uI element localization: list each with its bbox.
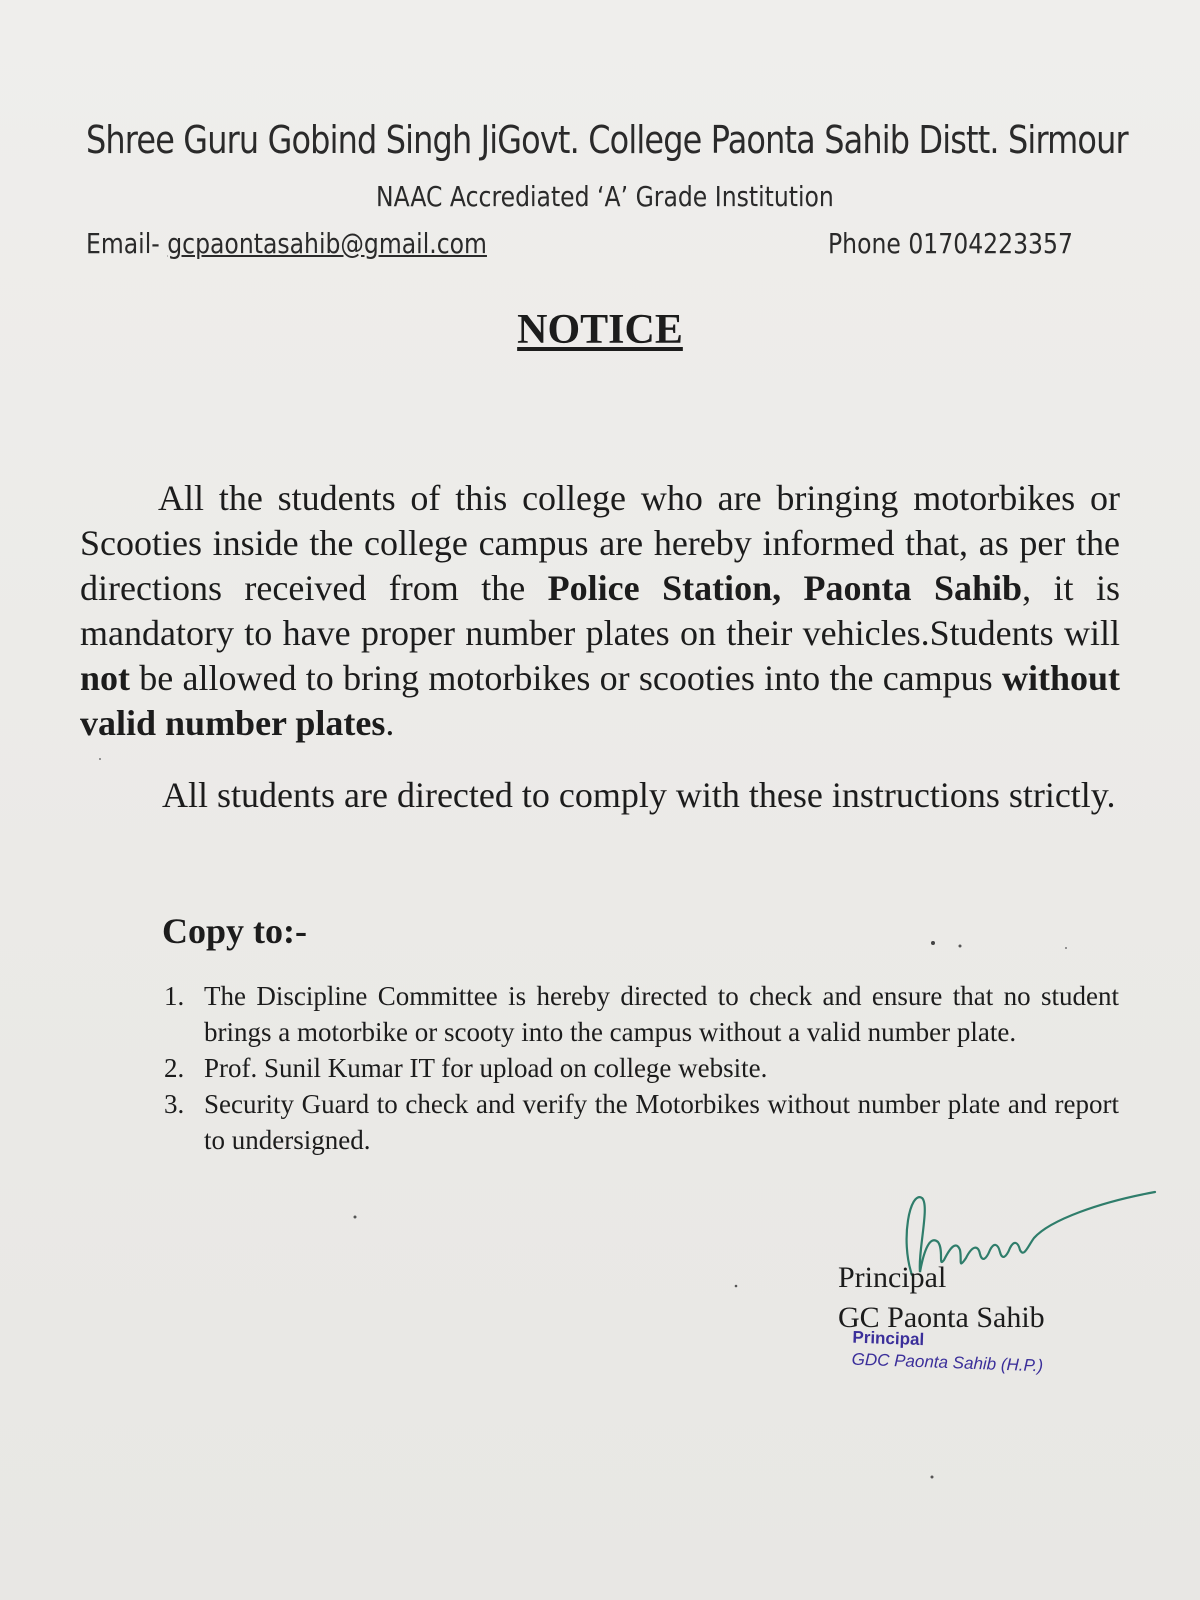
- para1-bold-police-station: Police Station, Paonta Sahib: [547, 568, 1023, 608]
- official-stamp: [851, 1327, 1044, 1378]
- list-item: [164, 1086, 1119, 1158]
- para1-bold-without-plates: without valid number plates: [80, 658, 1120, 743]
- list-item-number: 2.: [164, 1053, 185, 1083]
- para1-text-4: .: [385, 703, 395, 743]
- signature-block: [838, 1258, 1045, 1338]
- stamp-org: GDC Paonta Sahib (H.P.): [851, 1349, 1044, 1376]
- signatory-org: GC Paonta Sahib: [838, 1301, 1045, 1334]
- phone-label: Phone: [828, 227, 901, 260]
- phone-number: 01704223357: [908, 227, 1073, 260]
- list-item-number: 3.: [164, 1089, 185, 1119]
- list-item-text: Prof. Sunil Kumar IT for upload on college website.: [204, 1053, 768, 1083]
- college-name: Shree Guru Gobind Singh JiGovt. College Paonta Sahib Distt. Sirmour: [86, 118, 1128, 162]
- list-item-text: Security Guard to check and verify the Motorbikes without number plate and report to undersigned.: [204, 1089, 1119, 1155]
- copy-to-list: [164, 978, 1119, 1158]
- para1-text-1: All the students of this college who are bringing motorbikes or Scooties inside the college campus are hereby informed that, as per the directions received from the: [80, 478, 1120, 608]
- phone-line: [828, 227, 1073, 260]
- para1-bold-not: not: [80, 658, 131, 698]
- email-line: [86, 227, 487, 260]
- notice-title: NOTICE: [517, 307, 683, 353]
- email-link[interactable]: gcpaontasahib@gmail.com: [167, 227, 487, 260]
- list-item: [164, 978, 1119, 1050]
- list-item-text: The Discipline Committee is hereby directed to check and ensure that no student brings a motorbike or scooty into the campus without a valid number plate.: [204, 981, 1119, 1047]
- stamp-title: Principal: [852, 1327, 925, 1350]
- notice-paragraph-1: [80, 476, 1120, 746]
- para1-text-3: be allowed to bring motorbikes or scooties into the campus: [130, 658, 1002, 698]
- para1-text-2: , it is mandatory to have proper number plates on their vehicles.Students will: [80, 568, 1121, 653]
- accreditation-line: NAAC Accrediated ‘A’ Grade Institution: [376, 180, 834, 213]
- signatory-title: Principal: [838, 1261, 947, 1294]
- email-label: Email-: [86, 227, 160, 260]
- copy-to-heading: Copy to:-: [162, 911, 307, 951]
- list-item-number: 1.: [164, 981, 185, 1011]
- notice-paragraph-2: All students are directed to comply with these instructions strictly.: [162, 775, 1116, 815]
- list-item: [164, 1050, 1119, 1086]
